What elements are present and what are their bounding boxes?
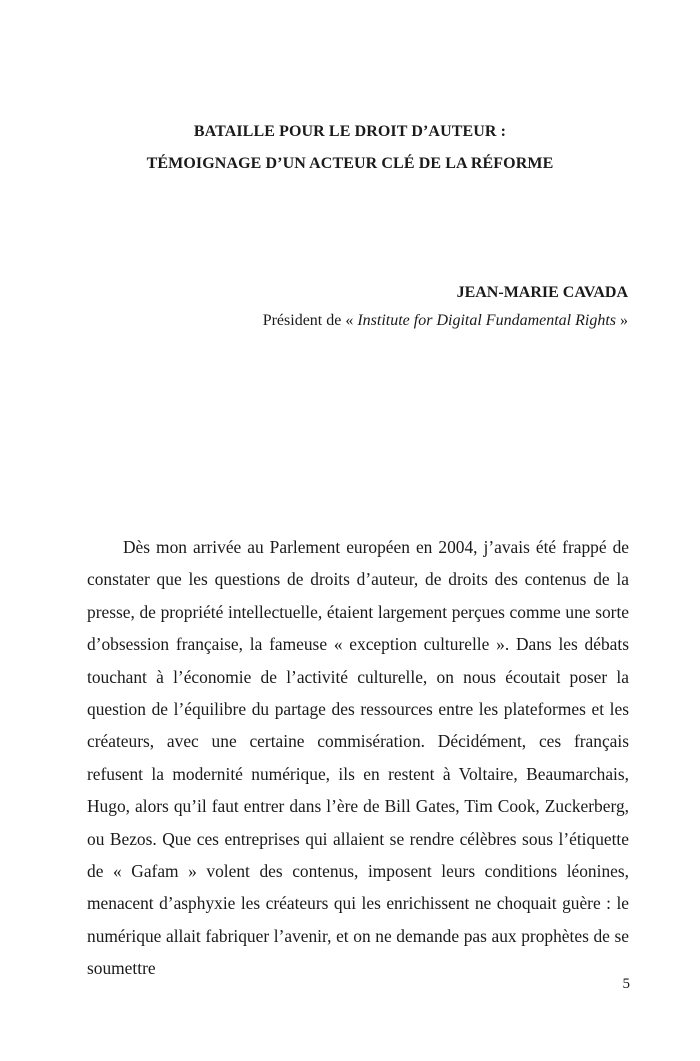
author-block <box>263 279 628 335</box>
page-number: 5 <box>622 976 630 992</box>
chapter-title-line-2: TÉMOIGNAGE D’UN ACTEUR CLÉ DE LA RÉFORME <box>146 155 554 172</box>
author-role-suffix: » <box>616 312 628 329</box>
body-paragraph: Dès mon arrivée au Parlement européen en 2004, j’avais été frappé de constater que les questions de droits d’auteur, de droits des contenus de la presse, de propriété intellectuelle, étaient largement perçues comme une sorte d’obsession française, la fameuse « exception culturelle ». Dans les débats touchant à l’économie de l’activité culturelle, on nous écoutait poser la question de l’équilibre du partage des ressources entre les plateformes et les créateurs, avec une certaine commisération. Décidément, ces français refusent la modernité numérique, ils en restent à Voltaire, Beaumarchais, Hugo, alors qu’il faut entrer dans l’ère de Bill Gates, Tim Cook, Zuckerberg, ou Bezos. Que ces entreprises qui allaient se rendre célèbres sous l’étiquette de « Gafam » volent des contenus, imposent leurs conditions léonines, menacent d’asphyxie les créateurs qui les enrichissent ne choquait guère : le numérique allait fabriquer l’avenir, et on ne demande pas aux prophètes de se soumettre <box>87 537 629 979</box>
chapter-title <box>0 116 700 180</box>
author-name: JEAN-MARIE CAVADA <box>456 284 628 301</box>
author-role <box>263 307 628 335</box>
author-role-prefix: Président de « <box>262 312 358 329</box>
chapter-title-line-1: BATAILLE POUR LE DROIT D’AUTEUR : <box>193 123 507 140</box>
author-institution: Institute for Digital Fundamental Rights <box>357 312 616 329</box>
